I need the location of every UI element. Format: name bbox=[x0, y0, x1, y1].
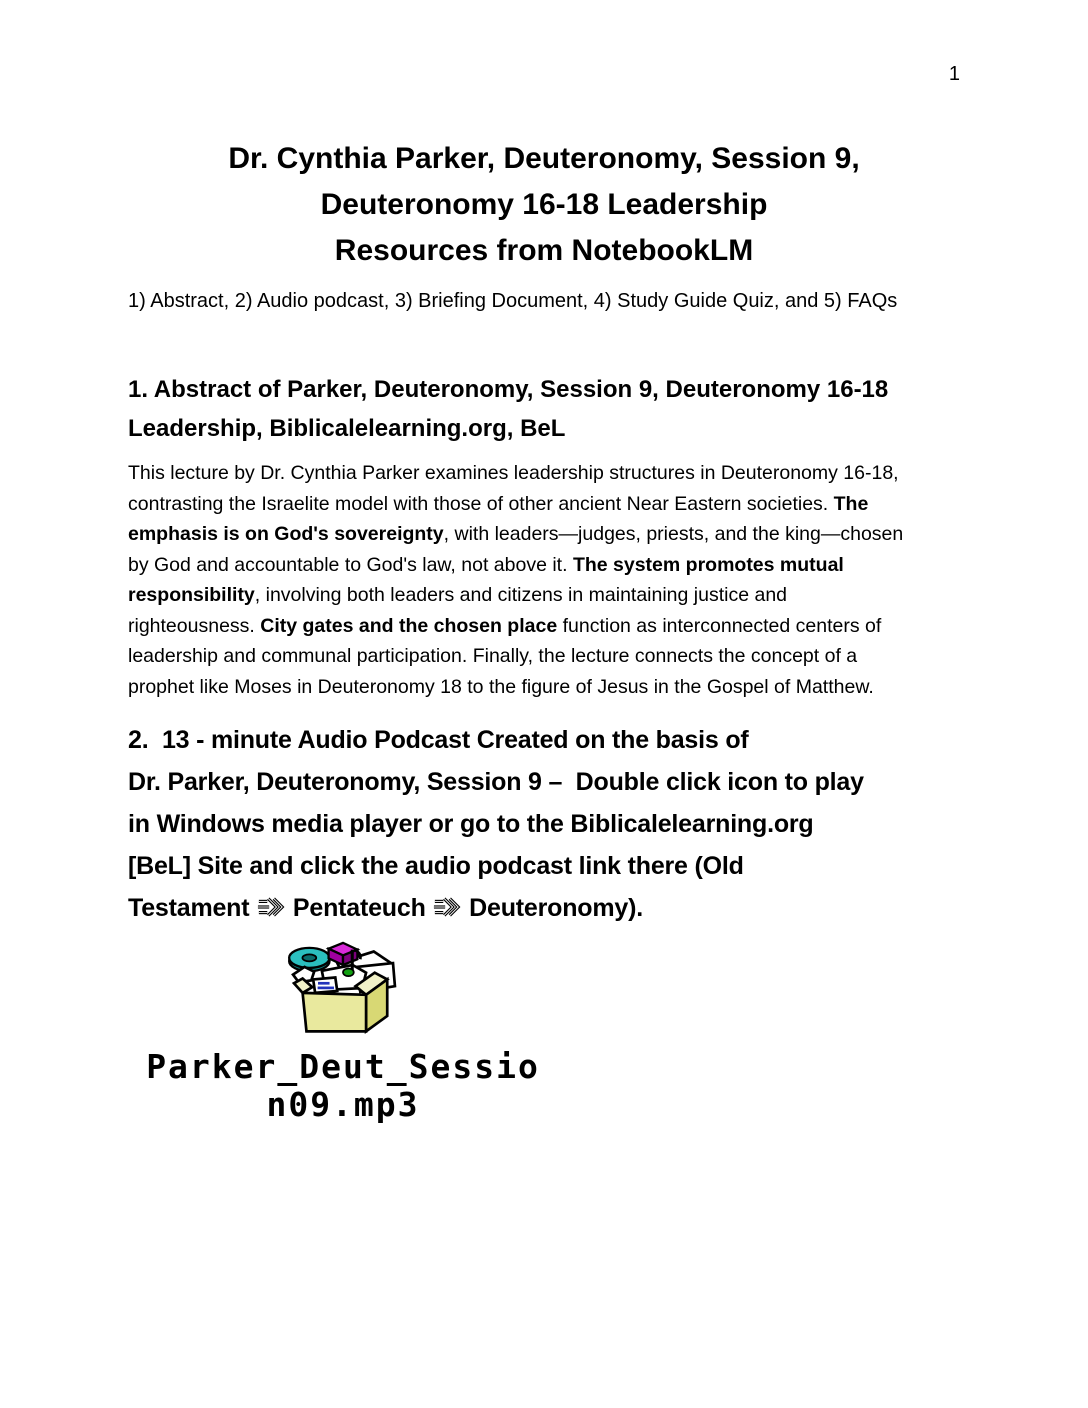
text-line: responsibility, involving both leaders and citizens in maintaining justice and bbox=[128, 584, 788, 606]
audio-file-name bbox=[128, 1048, 558, 1124]
text-line: Parker_Deut_Sessio bbox=[146, 1047, 540, 1086]
double-right-arrow-icon bbox=[433, 896, 461, 918]
text-line: Leadership, Biblicalelearning.org, BeL bbox=[128, 415, 566, 442]
text-line: Deuteronomy 16-18 Leadership bbox=[320, 188, 768, 221]
text-line: n09.mp3 bbox=[266, 1085, 420, 1124]
text-line: Dr. Parker, Deuteronomy, Session 9 – Double click icon to play bbox=[128, 768, 864, 796]
text-line: emphasis is on God's sovereignty, with leaders—judges, priests, and the king—chosen bbox=[128, 523, 904, 545]
text-line: righteousness. City gates and the chosen place function as interconnected centers of bbox=[128, 614, 882, 637]
page-number: 1 bbox=[948, 63, 960, 85]
text-line: 2. 13 - minute Audio Podcast Created on the basis of bbox=[128, 726, 749, 754]
text-line: by God and accountable to God's law, not above it. The system promotes mutual bbox=[128, 553, 844, 576]
media-clip-icon[interactable] bbox=[282, 940, 404, 1040]
text-line: in Windows media player or go to the Biblicalelearning.org bbox=[128, 810, 814, 838]
audio-file-object[interactable] bbox=[128, 940, 558, 1124]
contents-summary: 1) Abstract, 2) Audio podcast, 3) Briefing Document, 4) Study Guide Quiz, and 5) FAQs bbox=[128, 290, 898, 312]
text-line: Testament Pentateuch Deuteronomy). bbox=[128, 894, 643, 922]
text-line: leadership and communal participation. Finally, the lecture connects the concept of a bbox=[128, 645, 858, 667]
text-line: contrasting the Israelite model with those of other ancient Near Eastern societies. The bbox=[128, 492, 869, 515]
section-1-heading bbox=[128, 370, 960, 448]
document-title bbox=[128, 136, 960, 274]
double-right-arrow-icon bbox=[257, 896, 285, 918]
text-line: This lecture by Dr. Cynthia Parker examines leadership structures in Deuteronomy 16-18, bbox=[128, 462, 899, 484]
text-line: prophet like Moses in Deuteronomy 18 to the figure of Jesus in the Gospel of Matthew. bbox=[128, 675, 874, 698]
text-line: [BeL] Site and click the audio podcast link there (Old bbox=[128, 852, 744, 880]
section-2-heading bbox=[128, 719, 960, 929]
text-line: 1. Abstract of Parker, Deuteronomy, Session 9, Deuteronomy 16-18 bbox=[128, 376, 889, 403]
text-line: Resources from NotebookLM bbox=[334, 234, 754, 267]
abstract-paragraph bbox=[128, 458, 960, 702]
text-line: Dr. Cynthia Parker, Deuteronomy, Session 9, bbox=[228, 142, 860, 175]
